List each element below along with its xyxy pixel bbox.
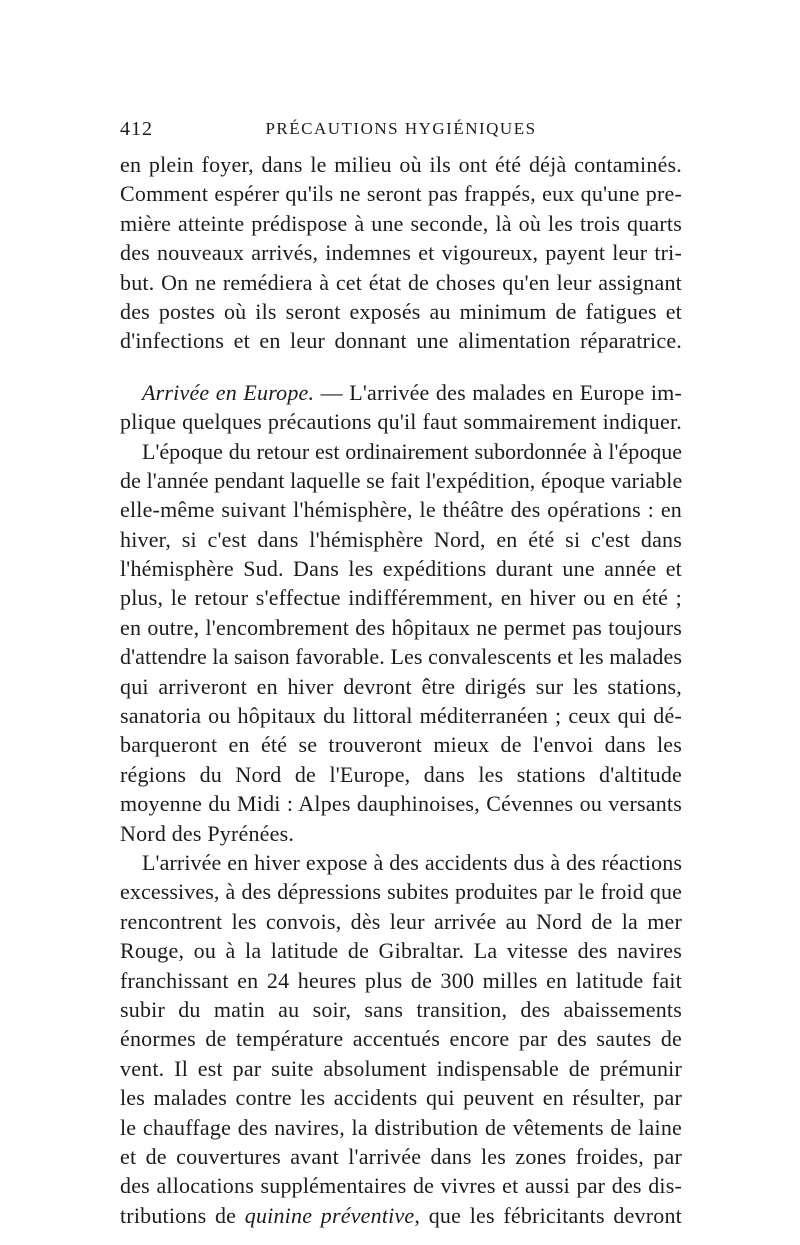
text-line: sanatoria ou hôpitaux du littoral méditerranéen ; ceux qui dé-	[120, 703, 682, 729]
section-heading: Arrivée en Europe.	[142, 379, 315, 405]
book-page	[120, 118, 682, 1230]
running-title: PRÉCAUTIONS HYGIÉNIQUES	[265, 119, 537, 138]
text-line: des postes où ils seront exposés au minimum de fatigues et	[120, 298, 682, 324]
text-line: but. On ne remédiera à cet état de choses qu'en leur assignant	[120, 269, 682, 295]
text-line: d'attendre la saison favorable. Les convalescents et les malades	[120, 644, 682, 670]
paragraph-epoque-du-retour	[120, 437, 682, 848]
text-line: rencontrent les convois, dès leur arrivée au Nord de la mer	[120, 908, 682, 934]
page-number: 412	[120, 118, 153, 140]
text-line: excessives, à des dépressions subites produites par le froid que	[120, 879, 682, 905]
text-line: et de couvertures avant l'arrivée dans les zones froides, par	[120, 1143, 682, 1169]
text-line: L'arrivée en hiver expose à des accidents dus à des réactions	[142, 849, 682, 875]
heading-continuation: — L'arrivée des malades en Europe im-	[314, 379, 683, 405]
text-line: d'infections et en leur donnant une alimentation réparatrice.	[120, 328, 682, 354]
text-line: en plein foyer, dans le milieu où ils ont été déjà contaminés.	[120, 152, 682, 177]
text-line: Rouge, ou à la latitude de Gibraltar. La vitesse des navires	[120, 938, 682, 964]
line-start: tributions de	[120, 1202, 245, 1228]
text-line: l'hémisphère Sud. Dans les expéditions durant une année et	[120, 556, 682, 582]
text-line: Nord des Pyrénées.	[120, 820, 295, 846]
text-line: mière atteinte prédispose à une seconde, là où les trois quarts	[120, 210, 682, 236]
italic-term: quinine préventive	[244, 1202, 415, 1228]
text-line: vent. Il est par suite absolument indispensable de prémunir	[120, 1055, 682, 1081]
text-line: les malades contre les accidents qui peuvent en résulter, par	[120, 1085, 682, 1111]
text-line: franchissant en 24 heures plus de 300 milles en latitude fait	[120, 967, 682, 993]
text-line: subir du matin au soir, sans transition, des abaissements	[120, 996, 682, 1022]
text-line: moyenne du Midi : Alpes dauphinoises, Cévennes ou versants	[120, 791, 682, 817]
text-line: le chauffage des navires, la distribution de vêtements de laine	[120, 1114, 682, 1140]
text-line: qui arriveront en hiver devront être dirigés sur les stations,	[120, 673, 682, 699]
text-line	[120, 378, 682, 407]
section-gap	[120, 356, 682, 378]
text-line: de l'année pendant laquelle se fait l'expédition, époque variable	[120, 467, 683, 493]
text-line: elle-même suivant l'hémisphère, le théâtre des opérations : en	[120, 497, 682, 523]
text-line: L'époque du retour est ordinairement subordonnée à l'époque	[142, 438, 682, 464]
text-line: Comment espérer qu'ils ne seront pas frappés, eux qu'une pre-	[120, 181, 682, 207]
paragraph-arrivee-en-hiver	[120, 848, 682, 1230]
paragraph-continuation	[120, 150, 682, 356]
text-line: plique quelques précautions qu'il faut sommairement indiquer.	[120, 409, 682, 435]
text-line: plus, le retour s'effectue indifféremment, en hiver ou en été ;	[120, 585, 682, 611]
text-line: barqueront en été se trouveront mieux de l'envoi dans les	[120, 732, 682, 758]
text-line: des nouveaux arrivés, indemnes et vigoureux, payent leur tri-	[120, 240, 682, 266]
text-line	[120, 1201, 682, 1230]
text-line: énormes de température accentués encore par des sautes de	[120, 1026, 682, 1052]
text-line: hiver, si c'est dans l'hémisphère Nord, en été si c'est dans	[120, 526, 682, 552]
paragraph-arrivee-en-europe	[120, 378, 682, 437]
text-line: des allocations supplémentaires de vivres et aussi par des dis-	[120, 1173, 682, 1199]
line-end: , que les fébricitants devront	[414, 1202, 682, 1228]
text-line: régions du Nord de l'Europe, dans les stations d'altitude	[120, 761, 682, 787]
page-header	[120, 118, 682, 144]
text-line: en outre, l'encombrement des hôpitaux ne permet pas toujours	[120, 614, 682, 640]
